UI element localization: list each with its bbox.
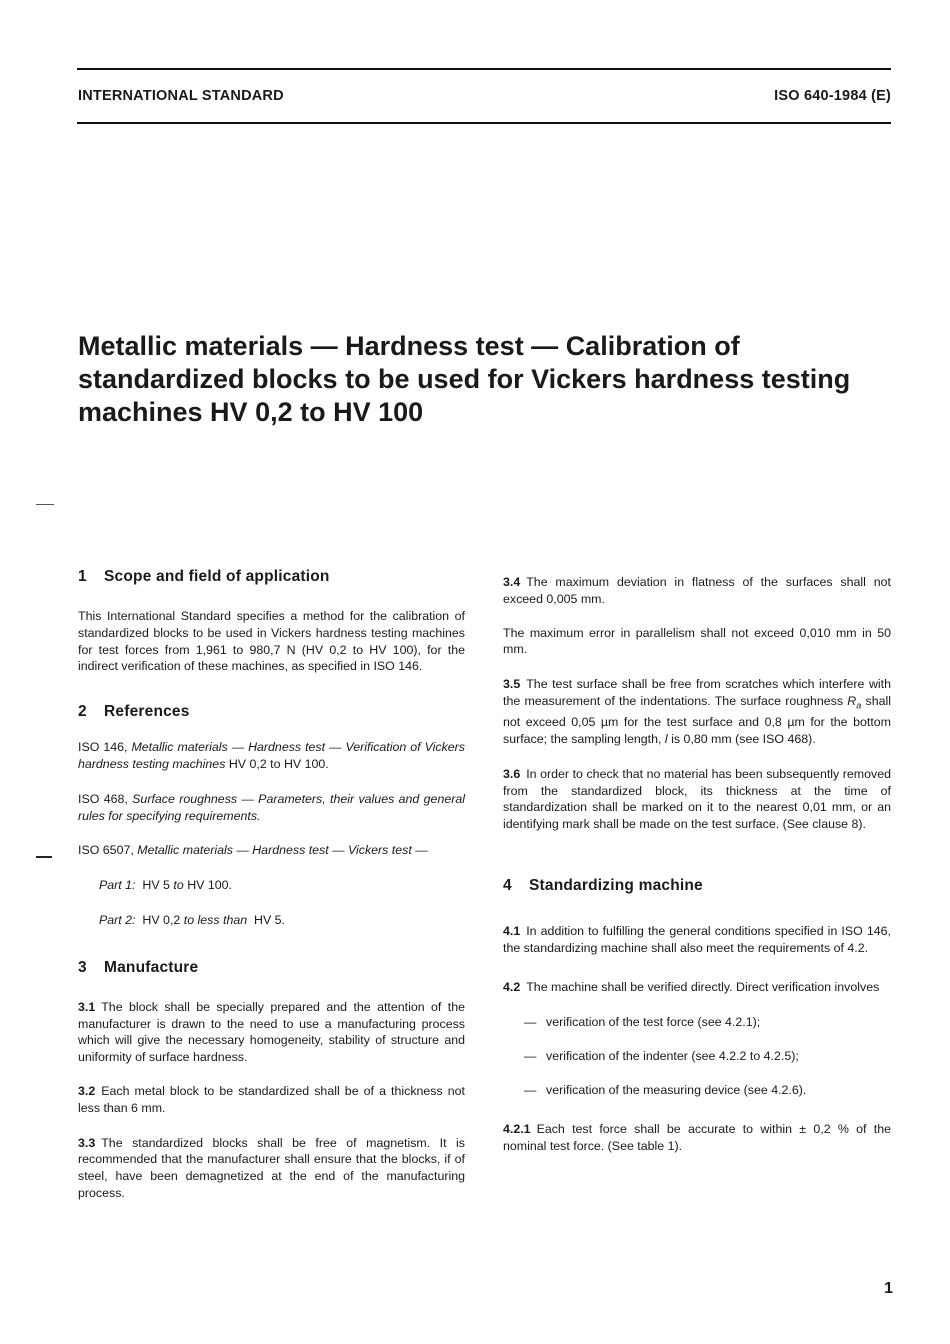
section-title: Scope and field of application bbox=[104, 568, 330, 585]
clause-3-5 bbox=[503, 676, 891, 748]
section-title: References bbox=[104, 703, 190, 721]
scan-mark bbox=[36, 504, 54, 505]
clause-4-1 bbox=[503, 923, 891, 957]
clause-number: 3.4 bbox=[503, 575, 521, 589]
list-dash: — bbox=[524, 1049, 537, 1064]
scan-mark bbox=[36, 856, 52, 858]
clause-number: 3.1 bbox=[78, 999, 96, 1014]
reference-code: ISO 6507, bbox=[78, 843, 134, 858]
section-2-heading bbox=[78, 703, 465, 721]
clause-3-2 bbox=[78, 1083, 465, 1117]
header-standard-type: INTERNATIONAL STANDARD bbox=[78, 88, 284, 104]
section-number: 1 bbox=[78, 568, 87, 585]
part-label: Part 2: bbox=[99, 912, 136, 927]
clause-text: shall not exceed 0,05 µm for the test surface and 0,8 µm for the bottom surface; the sampling length, bbox=[503, 693, 891, 747]
section-1-heading bbox=[78, 568, 465, 586]
section-number: 2 bbox=[78, 703, 87, 721]
clause-text: Each test force shall be accurate to within ± 0,2 % of the nominal test force. (See table 1). bbox=[503, 1121, 891, 1153]
clause-number: 3.2 bbox=[78, 1083, 96, 1098]
reference-part-1 bbox=[78, 877, 465, 894]
reference-iso-468 bbox=[78, 791, 465, 825]
header-standard-number: ISO 640-1984 (E) bbox=[774, 88, 891, 104]
reference-title: Metallic materials — Hardness test — Verification of Vickers hardness testing machines bbox=[78, 740, 465, 771]
clause-text: is 0,80 mm (see ISO 468). bbox=[671, 732, 816, 747]
section-1-text: This International Standard specifies a method for the calibration of standardized blocks to be used in Vickers hardness testing machines for test forces from 1,961 to 980,7 N (HV 0,2 to HV 100), for the indirect verification of these machines, as specified in ISO 146. bbox=[78, 609, 465, 674]
list-item bbox=[503, 1048, 891, 1065]
reference-iso-6507 bbox=[78, 842, 465, 859]
section-number: 4 bbox=[503, 877, 512, 895]
section-3-heading bbox=[78, 959, 465, 977]
clause-number: 4.2.1 bbox=[503, 1121, 531, 1136]
clause-text: In order to check that no material has been subsequently removed from the standardized block, its thickness at the time of standardization shall be marked on it to the nearest 0,01 mm, or an identifying mark shall be made on the test surface. (See clause 8). bbox=[503, 766, 891, 832]
section-4-heading bbox=[503, 877, 891, 895]
list-dash: — bbox=[524, 1015, 537, 1030]
clause-3-4 bbox=[503, 574, 891, 608]
list-item-text: verification of the indenter (see 4.2.2 to 4.2.5); bbox=[546, 1049, 799, 1064]
clause-text: The block shall be specially prepared and the attention of the manufacturer is drawn to the need to use a manufacturing process which will give the necessary homogeneity, stability of structure and uniformity of surface hardness. bbox=[78, 999, 465, 1065]
section-title: Standardizing machine bbox=[529, 877, 703, 895]
clause-number: 3.5 bbox=[503, 677, 521, 692]
reference-title: Surface roughness — Parameters, their values and general rules for specifying requirements. bbox=[78, 791, 465, 823]
clause-text: The maximum deviation in flatness of the surfaces shall not exceed 0,005 mm. bbox=[503, 575, 891, 606]
roughness-symbol: R bbox=[847, 693, 857, 708]
part-range-start: HV 5 bbox=[142, 878, 170, 893]
clause-3-4-parallelism: The maximum error in parallelism shall not exceed 0,010 mm in 50 mm. bbox=[503, 625, 891, 657]
part-range-connector: to bbox=[173, 878, 184, 893]
page-number: 1 bbox=[884, 1280, 893, 1297]
clause-3-6 bbox=[503, 766, 891, 833]
roughness-subscript: a bbox=[856, 700, 862, 711]
reference-iso-146 bbox=[78, 739, 465, 773]
reference-code: ISO 146, bbox=[78, 740, 128, 755]
part-range-connector: to less than bbox=[183, 912, 248, 927]
reference-part-2 bbox=[78, 912, 465, 929]
clause-number: 3.6 bbox=[503, 766, 521, 781]
right-column bbox=[503, 574, 891, 1154]
reference-title: Metallic materials — Hardness test — Vickers test — bbox=[137, 843, 428, 858]
clause-text: The test surface shall be free from scratches which interfere with the measurement of the indentations. The surface roughness bbox=[503, 677, 891, 708]
list-item-text: verification of the measuring device (see 4.2.6). bbox=[546, 1083, 807, 1098]
section-number: 3 bbox=[78, 958, 87, 976]
clause-3-1 bbox=[78, 999, 465, 1066]
clause-number: 4.2 bbox=[503, 979, 521, 994]
section-title: Manufacture bbox=[104, 958, 199, 976]
header-bottom-rule bbox=[77, 122, 891, 124]
clause-4-2 bbox=[503, 979, 891, 996]
clause-text: The standardized blocks shall be free of magnetism. It is recommended that the manufacturer shall ensure that the blocks, if of steel, have been demagnetized at the end of the manufacturing process. bbox=[78, 1135, 465, 1200]
reference-code: ISO 468, bbox=[78, 791, 128, 806]
list-dash: — bbox=[524, 1083, 537, 1098]
clause-text: The machine shall be verified directly. Direct verification involves bbox=[526, 979, 880, 994]
list-item bbox=[503, 1014, 891, 1031]
header-top-rule bbox=[77, 68, 891, 70]
clause-4-2-1 bbox=[503, 1121, 891, 1155]
list-item bbox=[503, 1082, 891, 1099]
part-range-start: HV 0,2 bbox=[142, 912, 181, 927]
clause-3-3 bbox=[78, 1135, 465, 1202]
part-label: Part 1: bbox=[99, 878, 136, 893]
part-range-end: HV 100. bbox=[187, 878, 232, 893]
left-column bbox=[78, 568, 465, 1202]
clause-number: 3.3 bbox=[78, 1135, 96, 1150]
reference-scope: HV 0,2 to HV 100. bbox=[228, 756, 329, 771]
clause-text: In addition to fulfilling the general conditions specified in ISO 146, the standardizing machine shall also meet the requirements of 4.2. bbox=[503, 924, 891, 955]
sampling-length-symbol: l bbox=[664, 732, 668, 747]
clause-number: 4.1 bbox=[503, 924, 521, 939]
document-title: Metallic materials — Hardness test — Calibration of standardized blocks to be used for Vickers hardness testing machines HV 0,2 to HV 100 bbox=[78, 331, 851, 427]
part-range-end: HV 5. bbox=[254, 912, 286, 927]
clause-text: Each metal block to be standardized shall be of a thickness not less than 6 mm. bbox=[78, 1083, 465, 1115]
list-item-text: verification of the test force (see 4.2.1); bbox=[546, 1015, 761, 1030]
